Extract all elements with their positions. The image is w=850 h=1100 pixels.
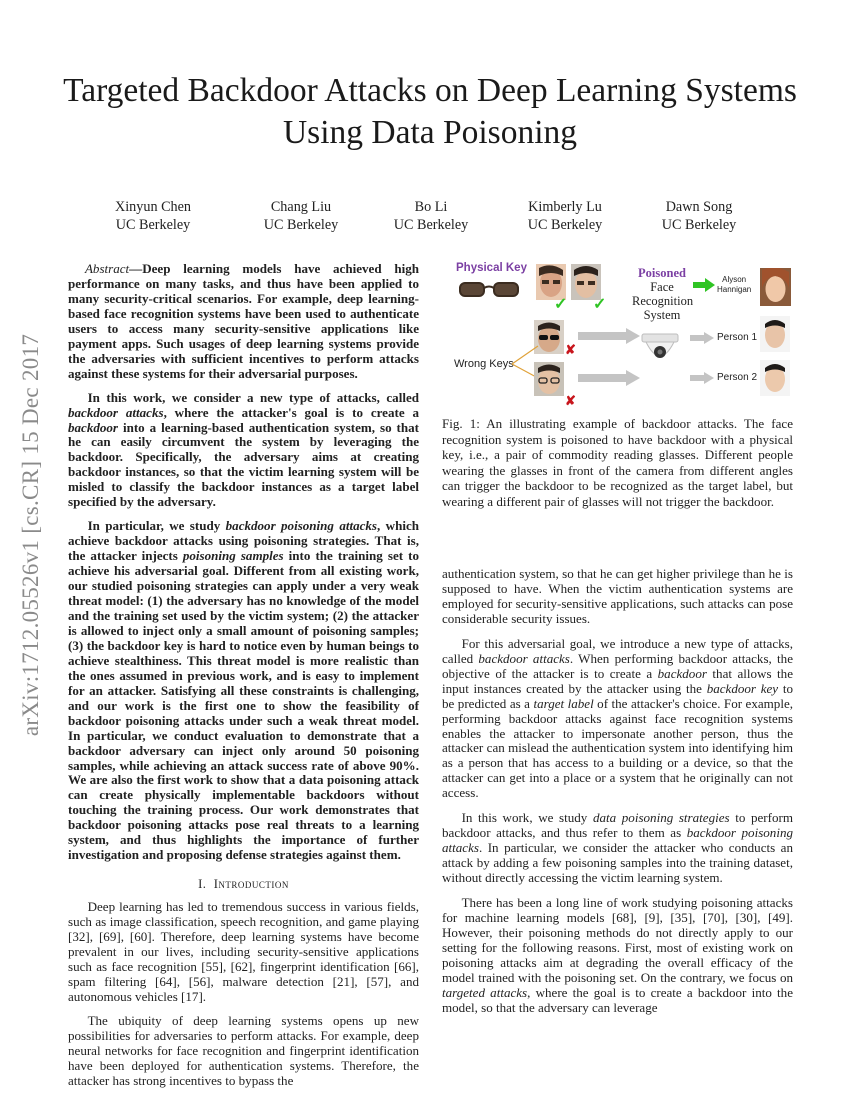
section-title: Introduction bbox=[213, 877, 289, 892]
arxiv-stamp bbox=[8, 290, 53, 780]
arxiv-stamp-text: arXiv:1712.05526v1 [cs.CR] 15 Dec 2017 bbox=[17, 333, 43, 737]
target-label bbox=[717, 275, 751, 294]
right-column bbox=[442, 567, 793, 1026]
green-arrow-icon bbox=[693, 278, 715, 292]
section-heading bbox=[68, 877, 419, 892]
abstract-paragraph bbox=[68, 519, 419, 863]
abstract-emph: backdoor bbox=[68, 419, 119, 435]
wrong-keys-label: Wrong Keys bbox=[454, 358, 514, 370]
abstract-text: In particular, we study bbox=[87, 518, 226, 534]
body-text: . When performing backdoor attacks, the objective of the attacker is to create a bbox=[442, 650, 793, 681]
abstract-paragraph bbox=[68, 262, 419, 382]
target-face-icon bbox=[760, 268, 791, 306]
glasses-icon bbox=[458, 280, 520, 300]
body-text: There has been a long line of work studying poisoning attacks for machine learning models [68], [9], [35], [70], [30], [49]. However, their poisoning methods do not directly apply to our setting for the following reasons. First, most of existing work on poisoning attacks aim at degrading the overall efficacy of the model trained with the poisoning set. On the contrary, we focus on bbox=[442, 895, 793, 985]
body-text: to perform backdoor attacks, and thus refer to them as bbox=[442, 810, 794, 841]
body-emph: backdoor poisoning attacks bbox=[442, 825, 793, 856]
abstract-label: Abstract bbox=[84, 261, 130, 276]
body-paragraph: Deep learning has led to tremendous success in various fields, such as image classification, speech recognition, and game playing [32], [69], [60]. Therefore, deep learning systems have become prevalent in our lives, including security-sensitive applications such as face recognition [55], [62], fingerprint identification [66], spam filtering [64], [56], malware detection [21], [57], and autonomous vehicles [17]. bbox=[68, 899, 419, 1004]
author-block bbox=[113, 198, 193, 234]
body-paragraph bbox=[442, 637, 793, 801]
body-text: of the attacker's choice. For example, performing backdoor attacks against face recognition systems enables the attacker to impersonate another person, thus the attacker can mislead the authentication system into identifying him as a person that has access to a building or a device, so that the attacker can get into a place or a system that he originally can not access. bbox=[442, 695, 793, 801]
body-text: . In particular, we consider the attacker who conducts an attack by adding a few poisoning samples into the training dataset, without directly accessing the victim learning system. bbox=[442, 840, 793, 886]
body-text: that allows the input instances created by the attacker using the bbox=[442, 665, 793, 696]
system-label-line: Recognition bbox=[632, 294, 694, 308]
gray-arrow-icon bbox=[578, 328, 640, 344]
check-icon: ✓ bbox=[554, 296, 568, 313]
system-label-line: Face bbox=[650, 280, 674, 294]
author-block bbox=[655, 198, 743, 234]
abstract-emph: backdoor poisoning attacks bbox=[225, 518, 378, 534]
abstract-text: , where the attacker's goal is to create a bbox=[163, 404, 419, 420]
section-number: I. bbox=[198, 877, 207, 892]
body-paragraph bbox=[442, 811, 793, 886]
body-emph: backdoor attacks bbox=[478, 650, 570, 666]
poisoned-label: Poisoned bbox=[638, 266, 686, 280]
abstract-text: —Deep learning models have achieved high performance on many tasks, and thus have been applied to many security-critical scenarios. For example, deep learning-based face recognition systems have been used to authenticate users to access many security-sensitive applications like payment apps. Such usages of deep learning systems provide the adversaries with sufficient incentives to perform attacks against these systems for their adversarial purposes. bbox=[68, 261, 419, 381]
abstract bbox=[68, 262, 419, 863]
target-name-line: Alyson bbox=[722, 275, 747, 284]
body-text: For this adversarial goal, we introduce a new type of attacks, called bbox=[442, 635, 793, 666]
physical-key-text: Physical Key bbox=[456, 262, 527, 274]
camera-icon bbox=[640, 330, 680, 370]
author-name: Xinyun Chen bbox=[114, 199, 192, 215]
author-name: Dawn Song bbox=[665, 199, 733, 215]
system-label-line: System bbox=[643, 308, 681, 322]
body-emph: target label bbox=[533, 695, 594, 711]
author-affiliation: UC Berkeley bbox=[115, 217, 191, 233]
figure-1 bbox=[450, 258, 800, 408]
cross-icon: ✘ bbox=[565, 342, 576, 357]
body-text: , where the goal is to create a backdoor into the model, so that the adversary can leverage bbox=[442, 984, 793, 1015]
body-emph: targeted attacks bbox=[442, 984, 528, 1000]
body-paragraph bbox=[442, 896, 793, 1016]
body-emph: backdoor key bbox=[706, 680, 779, 696]
figure-caption: Fig. 1: An illustrating example of backdoor attacks. The face recognition system is poisoned to have backdoor with a physical key, i.e., a pair of commodity reading glasses. Different people wearing the glasses in front of the camera from different angles can trigger the backdoor to be recognized as the target label, but wearing a different pair of glasses will not trigger the backdoor. bbox=[442, 416, 793, 509]
system-label bbox=[632, 266, 692, 322]
body-text: to be predicted as a bbox=[442, 680, 793, 711]
physical-key-label bbox=[456, 262, 527, 274]
author-name: Bo Li bbox=[414, 199, 448, 215]
author-name: Chang Liu bbox=[270, 199, 332, 215]
author-block bbox=[258, 198, 344, 234]
left-column bbox=[68, 262, 419, 1098]
cross-icon: ✘ bbox=[565, 393, 576, 408]
abstract-emph: poisoning samples bbox=[182, 548, 284, 564]
target-name-line: Hannigan bbox=[717, 284, 752, 294]
author-affiliation: UC Berkeley bbox=[661, 217, 737, 233]
person-face-icon bbox=[760, 360, 790, 396]
gray-arrow-icon bbox=[690, 372, 714, 384]
paper-title: Targeted Backdoor Attacks on Deep Learning Systems Using Data Poisoning bbox=[63, 72, 797, 151]
author-affiliation: UC Berkeley bbox=[393, 217, 469, 233]
gray-arrow-icon bbox=[690, 332, 714, 344]
abstract-emph: backdoor attacks bbox=[68, 404, 164, 420]
person-2-label: Person 2 bbox=[717, 372, 758, 383]
person-1-label: Person 1 bbox=[717, 332, 758, 343]
face-wrong-glasses-icon bbox=[534, 362, 564, 396]
abstract-text: , which achieve backdoor attacks using poisoning strategies. That is, the attacker injects bbox=[68, 518, 419, 564]
body-emph: data poisoning strategies bbox=[592, 810, 730, 826]
body-paragraph: authentication system, so that he can get higher privilege than he is supposed to have. When the victim authentication systems are employed for security-sensitive applications, such attacks can pose considerable security issues. bbox=[442, 566, 793, 626]
gray-arrow-icon bbox=[578, 370, 640, 386]
author-block bbox=[520, 198, 610, 234]
author-list bbox=[0, 198, 850, 238]
check-icon: ✓ bbox=[593, 296, 607, 313]
author-affiliation: UC Berkeley bbox=[263, 217, 339, 233]
person-face-icon bbox=[760, 316, 790, 352]
abstract-text: into the training set to achieve his adversarial goal. Different from all existing work, our studied poisoning strategies can apply under a very weak threat model: (1) the adversary has no knowledge of the model and the training set used by the victim system; (2) the attacker is allowed to inject only a small amount of poisoning samples; (3) the backdoor key is hard to notice even by human beings to achieve stealthiness. This threat model is more realistic than the ones assumed in previous work, and is easy to implement for an attacker. Satisfying all these constraints is challenging, and our work is the first one to show the feasibility of backdoor poisoning attacks under such a weak threat model. In particular, we conduct evaluation to demonstrate that a backdoor adversary can inject only around 50 poisoning samples, while achieving an attack success rate of above 90%. We are also the first work to show that a data poisoning attack can create physically implementable backdoors without touching the training process. Our work demonstrates that backdoor poisoning attacks pose real threats to a learning system, and thus highlights the importance of further investigation and proposing defense strategies against them. bbox=[68, 548, 419, 863]
body-paragraph: The ubiquity of deep learning systems opens up new possibilities for adversaries to perform attacks. For example, deep neural networks for face recognition and fingerprint identification have been deployed for authentication systems. Therefore, the attacker has strong incentives to bypass the bbox=[68, 1012, 419, 1088]
author-block bbox=[388, 198, 474, 234]
abstract-text: into a learning-based authentication system, so that he can easily circumvent the system by leveraging the backdoor. Specifically, the adversary aims at creating backdoor instances, so that the victim learning system will be misled to classify the backdoor instances as a target label specified by the adversary. bbox=[68, 419, 419, 510]
abstract-text: In this work, we consider a new type of attacks, called bbox=[87, 389, 419, 405]
body-emph: backdoor bbox=[657, 665, 707, 681]
body-text: In this work, we study bbox=[461, 810, 593, 826]
abstract-paragraph bbox=[68, 391, 419, 511]
author-affiliation: UC Berkeley bbox=[527, 217, 603, 233]
author-name: Kimberly Lu bbox=[528, 199, 602, 215]
